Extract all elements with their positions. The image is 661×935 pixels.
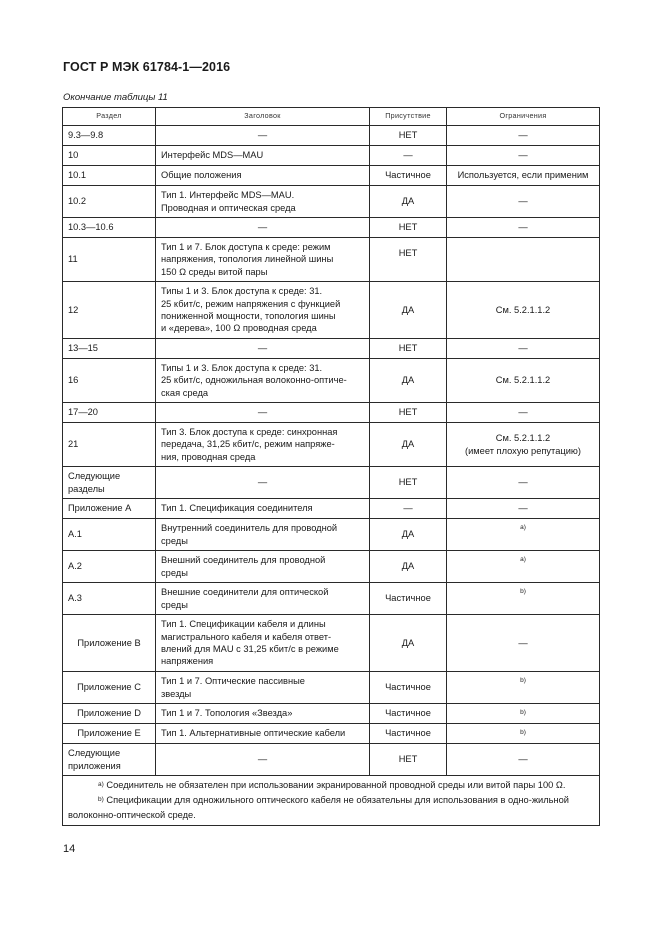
- section-cell-text: 16: [68, 375, 79, 386]
- footnote-text: Спецификации для одножильного оптического кабеля не обязательны для использования в одно-жильной волоконно-оптической среде.: [68, 795, 570, 820]
- presence-cell: [370, 126, 447, 146]
- title-cell: [156, 615, 370, 672]
- title-cell: [156, 238, 370, 282]
- limits-cell: [447, 146, 600, 166]
- presence-cell: [370, 551, 447, 583]
- section-cell: [63, 467, 156, 499]
- presence-cell: [370, 423, 447, 467]
- section-cell-text: Следующие разделы: [68, 471, 121, 494]
- section-cell: [63, 499, 156, 519]
- table-row: [63, 238, 600, 282]
- section-cell: [63, 704, 156, 724]
- limits-cell-text: —: [518, 150, 528, 161]
- title-cell: [156, 359, 370, 403]
- limits-cell: [447, 403, 600, 423]
- title-cell-text: Внешние соединители для оптической среды: [161, 587, 329, 610]
- title-cell: [156, 583, 370, 615]
- limits-cell: [447, 672, 600, 704]
- table-body: [63, 126, 600, 776]
- column-header-presence: Присутствие: [370, 108, 447, 126]
- presence-cell-text: —: [403, 150, 413, 161]
- presence-cell: [370, 359, 447, 403]
- footnote-marker: b): [98, 796, 104, 803]
- presence-cell: [370, 403, 447, 423]
- title-cell: [156, 519, 370, 551]
- section-cell-text: 12: [68, 304, 79, 315]
- title-cell: [156, 339, 370, 359]
- presence-cell-text: НЕТ: [398, 407, 418, 418]
- presence-cell: [370, 744, 447, 776]
- presence-cell-text: НЕТ: [398, 477, 418, 488]
- section-cell: [63, 423, 156, 467]
- limits-cell: [447, 499, 600, 519]
- limits-cell-text: —: [518, 130, 528, 141]
- limits-cell: [447, 467, 600, 499]
- presence-cell-text: ДА: [401, 304, 415, 315]
- title-cell: [156, 282, 370, 339]
- title-cell-text: —: [257, 477, 268, 488]
- limits-cell-text: —: [518, 503, 528, 514]
- limits-cell: [447, 704, 600, 724]
- limits-cell-text: —: [518, 196, 528, 207]
- section-cell-text: 13—15: [68, 343, 98, 354]
- table-row: [63, 339, 600, 359]
- limits-cell: [447, 615, 600, 672]
- section-cell-text: А.3: [68, 593, 82, 604]
- section-cell: [63, 724, 156, 744]
- limits-cell: [447, 126, 600, 146]
- presence-cell-text: Частичное: [385, 682, 431, 693]
- limits-cell: [447, 423, 600, 467]
- presence-cell: [370, 519, 447, 551]
- footnote-reference: b): [520, 588, 526, 595]
- limits-cell-text: —: [518, 343, 528, 354]
- section-cell-text: Приложение D: [77, 708, 141, 719]
- presence-cell: [370, 146, 447, 166]
- table-row: [63, 704, 600, 724]
- limits-cell-text: См. 5.2.1.1.2 (имеет плохую репутацию): [465, 433, 581, 456]
- presence-cell-text: НЕТ: [398, 343, 418, 354]
- section-cell: [63, 551, 156, 583]
- title-cell: [156, 166, 370, 186]
- presence-cell: [370, 467, 447, 499]
- table-caption: Окончание таблицы 11: [63, 92, 168, 103]
- table-row: [63, 551, 600, 583]
- section-cell: [63, 744, 156, 776]
- title-cell: [156, 146, 370, 166]
- limits-cell: [447, 744, 600, 776]
- section-cell: [63, 166, 156, 186]
- title-cell-text: Тип 1. Интерфейс MDS—MAU. Проводная и оптическая среда: [161, 190, 296, 213]
- section-cell: [63, 672, 156, 704]
- limits-cell: [447, 186, 600, 218]
- footnote-reference: b): [520, 729, 526, 736]
- presence-cell: [370, 166, 447, 186]
- table-row: [63, 282, 600, 339]
- presence-cell: [370, 218, 447, 238]
- presence-cell-text: ДА: [401, 561, 415, 572]
- footnote-reference: a): [520, 556, 526, 563]
- section-cell-text: А.2: [68, 561, 82, 572]
- title-cell-text: —: [257, 130, 268, 141]
- section-cell: [63, 238, 156, 282]
- presence-cell-text: Частичное: [385, 708, 431, 719]
- limits-cell-text: —: [518, 477, 528, 488]
- title-cell-text: Тип 1. Спецификации кабеля и длины магистрального кабеля и кабеля ответ- влений для MAU с 31,25 кбит/с в режиме напряжения: [161, 619, 339, 667]
- presence-cell-text: —: [403, 503, 413, 514]
- table-row: [63, 423, 600, 467]
- section-cell-text: Следующие приложения: [68, 748, 121, 771]
- limits-cell-text: См. 5.2.1.1.2: [495, 375, 551, 386]
- presence-cell: [370, 672, 447, 704]
- limits-cell: [447, 519, 600, 551]
- limits-cell: [447, 551, 600, 583]
- table-row: [63, 186, 600, 218]
- presence-cell: [370, 583, 447, 615]
- table-row: [63, 724, 600, 744]
- footnote-reference: b): [520, 709, 526, 716]
- title-cell: [156, 551, 370, 583]
- presence-cell: [370, 704, 447, 724]
- presence-cell-text: НЕТ: [398, 130, 418, 141]
- title-cell-text: Интерфейс MDS—MAU: [161, 150, 264, 161]
- limits-cell: [447, 339, 600, 359]
- spec-table: [62, 107, 600, 826]
- title-cell: [156, 724, 370, 744]
- section-cell: [63, 282, 156, 339]
- title-cell-text: Тип 1 и 7. Блок доступа к среде: режим напряжения, топология линейной шины 150 Ω среды витой пары: [161, 242, 334, 277]
- title-cell-text: Тип 3. Блок доступа к среде: синхронная передача, 31,25 кбит/с, режим напряже- ния, проводная среда: [161, 427, 338, 462]
- table-row: [63, 519, 600, 551]
- title-cell-text: —: [257, 407, 268, 418]
- section-cell-text: 10: [68, 150, 79, 161]
- section-cell-text: 11: [68, 254, 78, 265]
- limits-cell: [447, 724, 600, 744]
- footnote-marker: a): [98, 781, 104, 788]
- presence-cell: [370, 186, 447, 218]
- section-cell-text: 9.3—9.8: [68, 130, 104, 141]
- presence-cell: [370, 724, 447, 744]
- title-cell-text: Типы 1 и 3. Блок доступа к среде: 31. 25 кбит/с, одножильная волоконно-оптиче- ская среда: [161, 363, 347, 398]
- title-cell: [156, 403, 370, 423]
- title-cell: [156, 672, 370, 704]
- section-cell-text: Приложение А: [68, 503, 132, 514]
- section-cell-text: 10.3—10.6: [68, 222, 114, 233]
- title-cell: [156, 126, 370, 146]
- section-cell: [63, 339, 156, 359]
- presence-cell: [370, 615, 447, 672]
- title-cell-text: Тип 1. Альтернативные оптические кабели: [161, 728, 346, 739]
- table-row: [63, 166, 600, 186]
- section-cell-text: А.1: [68, 529, 82, 540]
- title-cell: [156, 499, 370, 519]
- limits-cell: [447, 583, 600, 615]
- presence-cell: [370, 282, 447, 339]
- title-cell-text: Внутренний соединитель для проводной среды: [161, 523, 338, 546]
- title-cell-text: —: [257, 222, 268, 233]
- title-cell: [156, 186, 370, 218]
- section-cell-text: Приложение В: [77, 637, 141, 648]
- presence-cell-text: ДА: [401, 439, 415, 450]
- presence-cell: [370, 339, 447, 359]
- section-cell: [63, 359, 156, 403]
- section-cell-text: 10.2: [68, 196, 87, 207]
- footnote-text: Соединитель не обязателен при использовании экранированной проводной среды или витой пары 100 Ω.: [103, 780, 566, 790]
- title-cell-text: Общие положения: [161, 170, 242, 181]
- table-row: [63, 403, 600, 423]
- title-cell: [156, 218, 370, 238]
- table-row: [63, 359, 600, 403]
- limits-cell: [447, 282, 600, 339]
- title-cell: [156, 704, 370, 724]
- limits-cell-text: Используется, если применим: [457, 170, 589, 181]
- title-cell-text: Тип 1. Спецификация соединителя: [161, 503, 313, 514]
- table-row: [63, 744, 600, 776]
- limits-cell-text: —: [518, 222, 528, 233]
- table-row: [63, 672, 600, 704]
- presence-cell-text: Частичное: [385, 728, 431, 739]
- section-cell: [63, 186, 156, 218]
- table-row: [63, 583, 600, 615]
- presence-cell-text: ДА: [401, 375, 415, 386]
- section-cell-text: Приложение Е: [77, 728, 141, 739]
- table-row: [63, 615, 600, 672]
- presence-cell-text: Частичное: [385, 593, 431, 604]
- footnotes-row: [63, 776, 600, 826]
- footnote-a: [68, 778, 594, 793]
- presence-cell-text: ДА: [401, 637, 415, 648]
- limits-cell: [447, 218, 600, 238]
- title-cell-text: Типы 1 и 3. Блок доступа к среде: 31. 25 кбит/с, режим напряжения с функцией пониженной мощности, топология шины и «дерева», 100 Ω проводная среда: [161, 286, 341, 334]
- section-cell: [63, 583, 156, 615]
- column-header-limits: Ограничения: [447, 108, 600, 126]
- presence-cell: [370, 238, 447, 282]
- presence-cell-text: НЕТ: [398, 248, 418, 258]
- presence-cell-text: НЕТ: [398, 222, 418, 233]
- limits-cell-text: —: [518, 754, 528, 765]
- section-cell: [63, 519, 156, 551]
- column-header-title: Заголовок: [156, 108, 370, 126]
- title-cell-text: Тип 1 и 7. Топология «Звезда»: [161, 708, 293, 719]
- limits-cell-text: —: [518, 407, 528, 418]
- limits-cell: [447, 166, 600, 186]
- limits-cell: [447, 359, 600, 403]
- limits-cell-text: См. 5.2.1.1.2: [495, 304, 551, 315]
- table-header-row: [63, 108, 600, 126]
- presence-cell-text: ДА: [401, 529, 415, 540]
- table-row: [63, 126, 600, 146]
- title-cell-text: —: [257, 754, 268, 765]
- presence-cell-text: ДА: [401, 196, 415, 207]
- title-cell-text: Тип 1 и 7. Оптические пассивные звезды: [161, 676, 305, 699]
- presence-cell-text: НЕТ: [398, 754, 418, 765]
- section-cell: [63, 146, 156, 166]
- table-row: [63, 218, 600, 238]
- section-cell-text: 17—20: [68, 407, 98, 418]
- section-cell-text: 21: [68, 439, 79, 450]
- section-cell: [63, 403, 156, 423]
- section-cell-text: 10.1: [68, 170, 87, 181]
- section-cell-text: Приложение С: [77, 682, 141, 693]
- section-cell: [63, 218, 156, 238]
- presence-cell-text: Частичное: [385, 170, 431, 181]
- title-cell: [156, 423, 370, 467]
- table-row: [63, 467, 600, 499]
- footnote-reference: a): [520, 524, 526, 531]
- table-row: [63, 499, 600, 519]
- title-cell: [156, 744, 370, 776]
- title-cell-text: —: [257, 343, 268, 354]
- footnote-reference: b): [520, 677, 526, 684]
- limits-cell: [447, 238, 600, 282]
- title-cell-text: Внешний соединитель для проводной среды: [161, 555, 326, 578]
- footnotes-cell: [63, 776, 600, 826]
- page-number: 14: [63, 843, 76, 855]
- section-cell: [63, 615, 156, 672]
- section-cell: [63, 126, 156, 146]
- presence-cell: [370, 499, 447, 519]
- title-cell: [156, 467, 370, 499]
- limits-cell-text: —: [518, 637, 528, 648]
- document-header: ГОСТ Р МЭК 61784-1—2016: [63, 60, 231, 74]
- column-header-section: Раздел: [63, 108, 156, 126]
- footnote-b: [68, 793, 594, 823]
- table-row: [63, 146, 600, 166]
